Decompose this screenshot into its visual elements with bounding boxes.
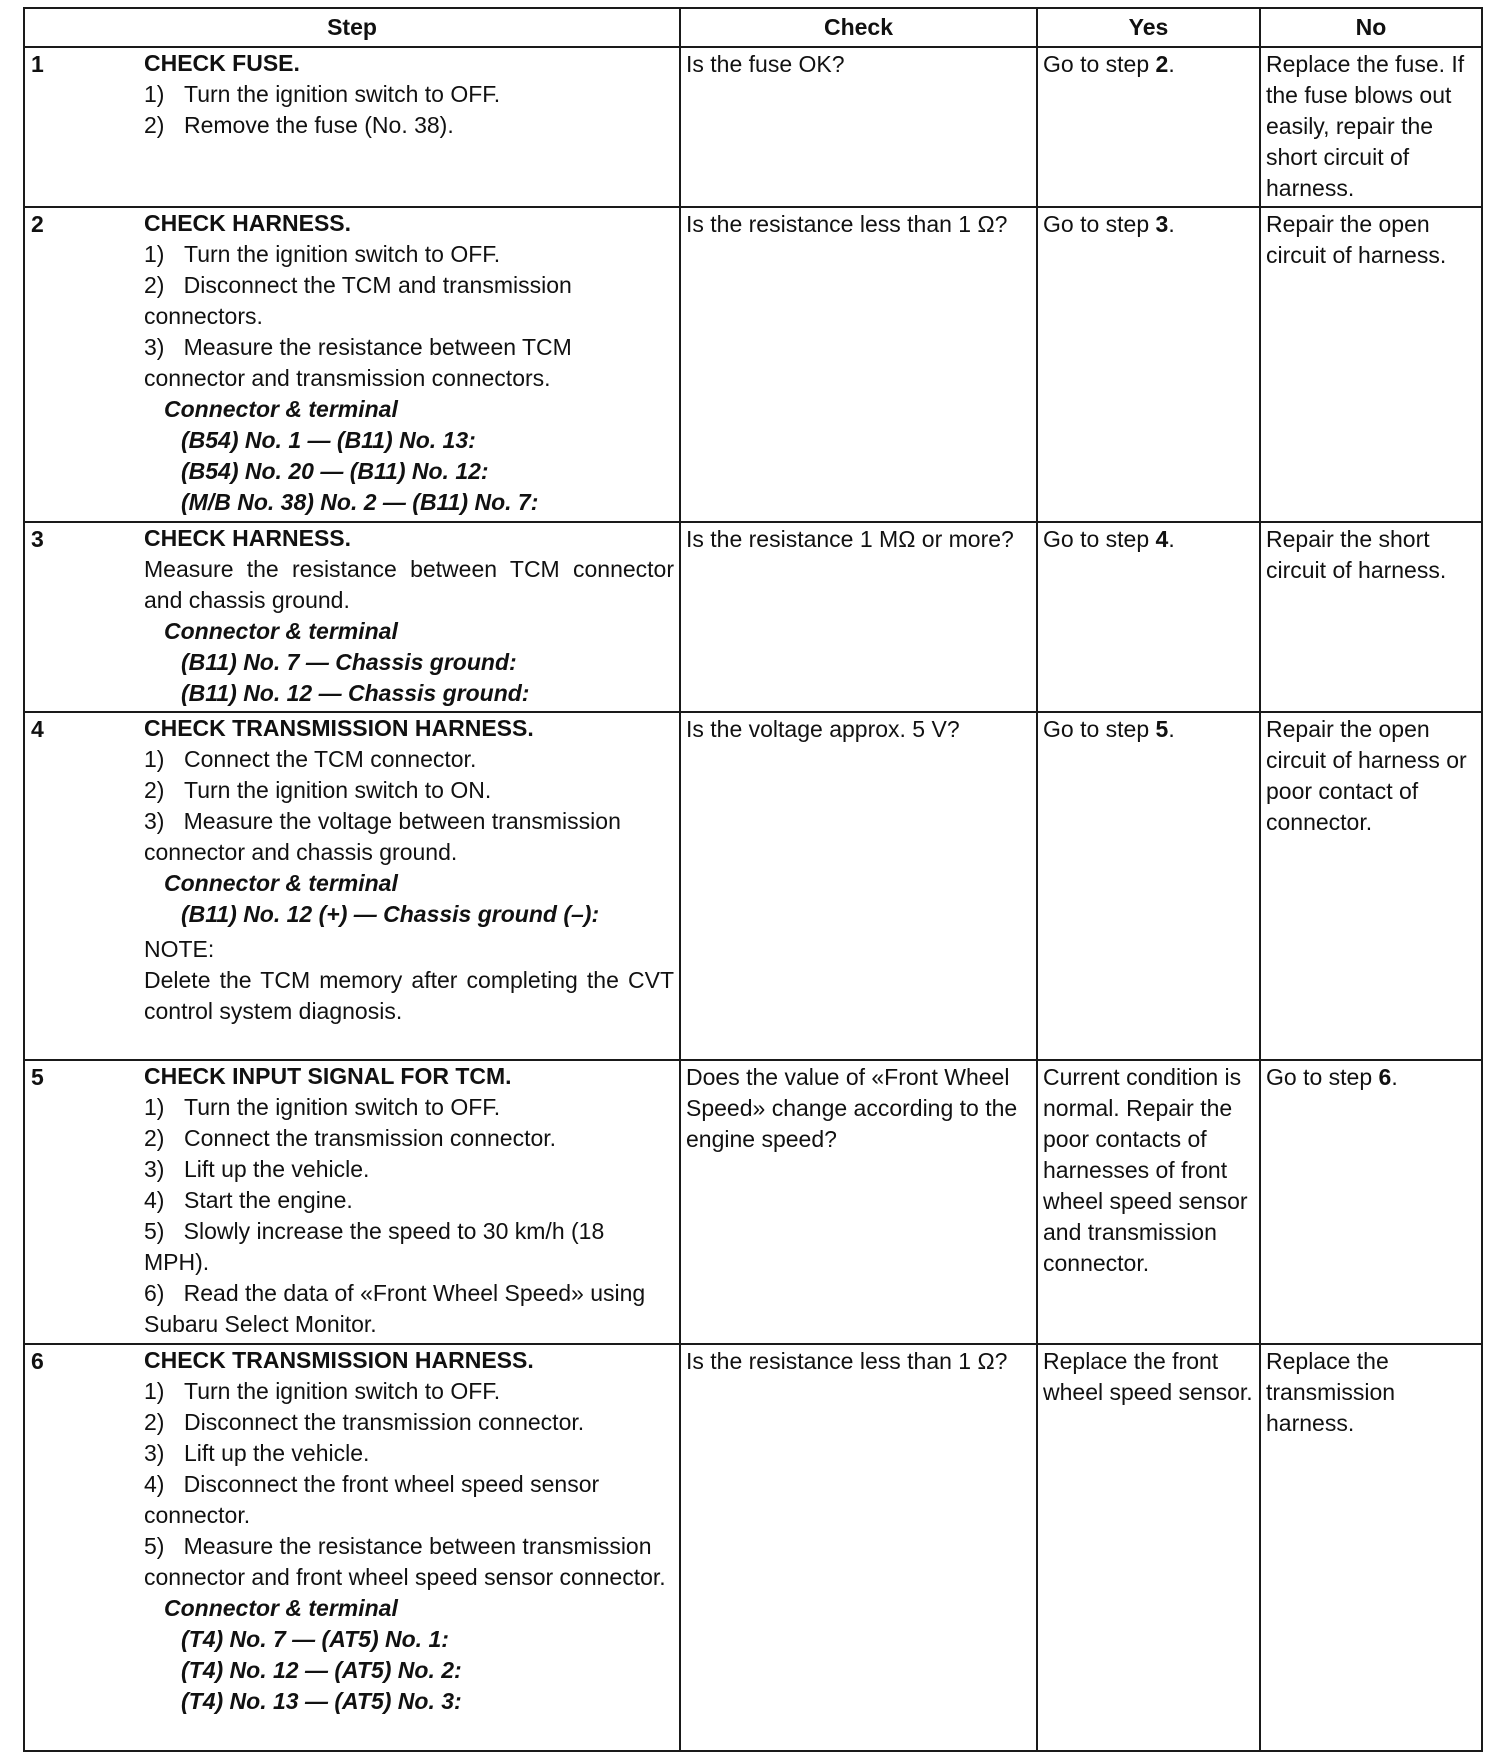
step-title: CHECK HARNESS.	[144, 525, 352, 551]
note-text: Delete the TCM memory after completing the CVT control system diagnosis.	[144, 967, 674, 1024]
list-item: 4) Start the engine.	[144, 1187, 353, 1213]
terminal-pair: (T4) No. 13 — (AT5) No. 3:	[181, 1688, 462, 1714]
list-item: 3) Lift up the vehicle.	[144, 1156, 370, 1182]
yes-cell: Replace the front wheel speed sensor.	[1037, 1344, 1260, 1751]
list-item: 3) Lift up the vehicle.	[144, 1440, 370, 1466]
check-cell: Does the value of «Front Wheel Speed» change according to the engine speed?	[680, 1060, 1037, 1344]
yes-cell: Go to step 4.	[1037, 522, 1260, 712]
list-item: 1) Turn the ignition switch to OFF.	[144, 1094, 501, 1120]
yes-cell: Current condition is normal. Repair the poor contacts of harnesses of front wheel speed sensor and transmission connector.	[1037, 1060, 1260, 1344]
terminal-pair: (M/B No. 38) No. 2 — (B11) No. 7:	[181, 489, 539, 515]
table-row	[24, 1344, 1482, 1751]
step-title: CHECK INPUT SIGNAL FOR TCM.	[144, 1063, 512, 1089]
list-item: 3) Measure the resistance between TCM connector and transmission connectors.	[144, 334, 572, 391]
table-row	[24, 712, 1482, 1060]
list-item: 2) Disconnect the transmission connector.	[144, 1409, 585, 1435]
check-cell: Is the resistance less than 1 Ω?	[680, 207, 1037, 522]
yes-cell: Go to step 3.	[1037, 207, 1260, 522]
no-cell: Repair the open circuit of harness or poor contact of connector.	[1260, 712, 1482, 1060]
list-item: 3) Measure the voltage between transmission connector and chassis ground.	[144, 808, 621, 865]
step-title: CHECK FUSE.	[144, 50, 300, 76]
step-cell	[24, 47, 680, 207]
no-cell: Repair the open circuit of harness.	[1260, 207, 1482, 522]
step-cell	[24, 712, 680, 1060]
step-number: 2	[31, 211, 44, 237]
list-item: 2) Disconnect the TCM and transmission connectors.	[144, 272, 572, 329]
list-item: 1) Connect the TCM connector.	[144, 746, 477, 772]
table-row	[24, 522, 1482, 712]
list-item: 5) Slowly increase the speed to 30 km/h (18 MPH).	[144, 1218, 605, 1275]
check-cell: Is the voltage approx. 5 V?	[680, 712, 1037, 1060]
yes-cell: Go to step 5.	[1037, 712, 1260, 1060]
terminal-pair: (B54) No. 1 — (B11) No. 13:	[181, 427, 476, 453]
list-item: 1) Turn the ignition switch to OFF.	[144, 81, 501, 107]
step-title: CHECK TRANSMISSION HARNESS.	[144, 1347, 534, 1373]
connector-heading: Connector & terminal	[164, 618, 398, 644]
step-cell	[24, 207, 680, 522]
step-link: 6	[1378, 1064, 1392, 1090]
table-row	[24, 47, 1482, 207]
terminal-pair: (T4) No. 7 — (AT5) No. 1:	[181, 1626, 449, 1652]
connector-heading: Connector & terminal	[164, 396, 398, 422]
check-cell: Is the fuse OK?	[680, 47, 1037, 207]
list-item: 5) Measure the resistance between transmission connector and front wheel speed sensor connector.	[144, 1533, 666, 1590]
step-cell	[24, 1060, 680, 1344]
step-link: 5	[1155, 716, 1169, 742]
terminal-pair: (B11) No. 12 (+) — Chassis ground (–):	[181, 901, 600, 927]
header-row	[24, 8, 1482, 47]
terminal-pair: (B11) No. 7 — Chassis ground:	[181, 649, 517, 675]
step-cell	[24, 522, 680, 712]
step-number: 4	[31, 716, 44, 742]
no-cell: Go to step 6.	[1260, 1060, 1482, 1344]
list-item: 1) Turn the ignition switch to OFF.	[144, 241, 501, 267]
step-link: 3	[1155, 211, 1169, 237]
diagnosis-table	[23, 7, 1483, 1752]
check-cell: Is the resistance less than 1 Ω?	[680, 1344, 1037, 1751]
header-check: Check	[680, 8, 1037, 47]
yes-cell: Go to step 2.	[1037, 47, 1260, 207]
step-link: 4	[1155, 526, 1169, 552]
step-number: 3	[31, 526, 44, 552]
connector-heading: Connector & terminal	[164, 1595, 398, 1621]
no-cell: Replace the transmission harness.	[1260, 1344, 1482, 1751]
list-item: 1) Turn the ignition switch to OFF.	[144, 1378, 501, 1404]
connector-heading: Connector & terminal	[164, 870, 398, 896]
step-title: CHECK HARNESS.	[144, 210, 352, 236]
no-cell: Replace the fuse. If the fuse blows out easily, repair the short circuit of harness.	[1260, 47, 1482, 207]
step-text: Measure the resistance between TCM connector and chassis ground.	[144, 556, 674, 613]
no-cell: Repair the short circuit of harness.	[1260, 522, 1482, 712]
list-item: 2) Connect the transmission connector.	[144, 1125, 557, 1151]
header-step: Step	[24, 8, 680, 47]
note-label: NOTE:	[144, 936, 215, 962]
list-item: 2) Turn the ignition switch to ON.	[144, 777, 492, 803]
list-item: 6) Read the data of «Front Wheel Speed» using Subaru Select Monitor.	[144, 1280, 646, 1337]
step-title: CHECK TRANSMISSION HARNESS.	[144, 715, 534, 741]
terminal-pair: (T4) No. 12 — (AT5) No. 2:	[181, 1657, 462, 1683]
step-number: 6	[31, 1348, 44, 1374]
step-cell	[24, 1344, 680, 1751]
step-number: 5	[31, 1064, 44, 1090]
table-row	[24, 207, 1482, 522]
list-item: 4) Disconnect the front wheel speed sensor connector.	[144, 1471, 600, 1528]
list-item: 2) Remove the fuse (No. 38).	[144, 112, 454, 138]
header-no: No	[1260, 8, 1482, 47]
table-row	[24, 1060, 1482, 1344]
header-yes: Yes	[1037, 8, 1260, 47]
step-number: 1	[31, 51, 44, 77]
terminal-pair: (B11) No. 12 — Chassis ground:	[181, 680, 530, 706]
step-link: 2	[1155, 51, 1169, 77]
check-cell: Is the resistance 1 MΩ or more?	[680, 522, 1037, 712]
terminal-pair: (B54) No. 20 — (B11) No. 12:	[181, 458, 489, 484]
